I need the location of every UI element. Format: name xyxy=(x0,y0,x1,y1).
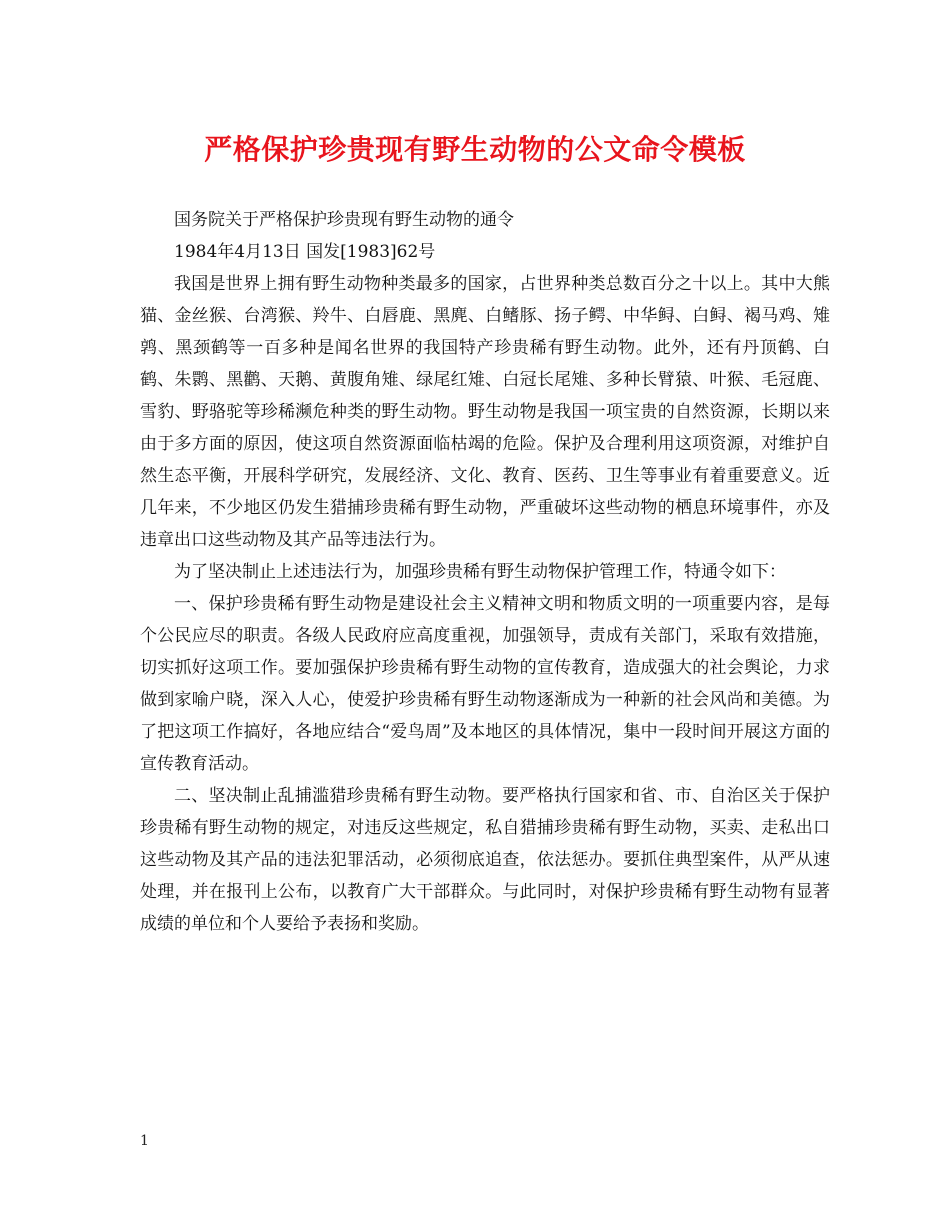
paragraph-item-2: 二、坚决制止乱捕滥猎珍贵稀有野生动物。要严格执行国家和省、市、自治区关于保护珍贵稀有野生动物的规定，对违反这些规定，私自猎捕珍贵稀有野生动物，买卖、走私出口这些动物及其产品的违法犯罪活动，必须彻底追查，依法惩办。要抓住典型案件，从严从速处理，并在报刊上公布，以教育广大干部群众。与此同时，对保护珍贵稀有野生动物有显著成绩的单位和个人要给予表扬和奖励。 xyxy=(140,786,830,934)
paragraph-item-1: 一、保护珍贵稀有野生动物是建设社会主义精神文明和物质文明的一项重要内容，是每个公民应尽的职责。各级人民政府应高度重视，加强领导，责成有关部门，采取有效措施，切实抓好这项工作。要加强保护珍贵稀有野生动物的宣传教育，造成强大的社会舆论，力求做到家喻户晓，深入人心，使爱护珍贵稀有野生动物逐渐成为一种新的社会风尚和美德。为了把这项工作搞好，各地应结合“爱鸟周”及本地区的具体情况，集中一段时间开展这方面的宣传教育活动。 xyxy=(140,594,830,774)
paragraph-heading: 国务院关于严格保护珍贵现有野生动物的通令 xyxy=(174,210,514,230)
paragraph-date-ref: 1984年4月13日 国发[1983]62号 xyxy=(174,242,436,262)
paragraph-order: 为了坚决制止上述违法行为，加强珍贵稀有野生动物保护管理工作，特通令如下： xyxy=(174,562,786,582)
document-title: 严格保护珍贵现有野生动物的公文命令模板 xyxy=(204,133,746,166)
document-body xyxy=(140,204,830,940)
paragraph-intro: 我国是世界上拥有野生动物种类最多的国家，占世界种类总数百分之十以上。其中大熊猫、金丝猴、台湾猴、羚牛、白唇鹿、黑麂、白鳍豚、扬子鳄、中华鲟、白鲟、褐马鸡、雉鹑、黑颈鹤等一百多种是闻名世界的我国特产珍贵稀有野生动物。此外，还有丹顶鹤、白鹤、朱鹮、黑鹳、天鹅、黄腹角雉、绿尾红雉、白冠长尾雉、多种长臂猿、叶猴、毛冠鹿、雪豹、野骆驼等珍稀濒危种类的野生动物。野生动物是我国一项宝贵的自然资源，长期以来由于多方面的原因，使这项自然资源面临枯竭的危险。保护及合理利用这项资源，对维护自然生态平衡，开展科学研究，发展经济、文化、教育、医药、卫生等事业有着重要意义。近几年来，不少地区仍发生猎捕珍贵稀有野生动物，严重破坏这些动物的栖息环境事件，亦及违章出口这些动物及其产品等违法行为。 xyxy=(140,274,830,550)
page-number: 1 xyxy=(140,1133,149,1149)
